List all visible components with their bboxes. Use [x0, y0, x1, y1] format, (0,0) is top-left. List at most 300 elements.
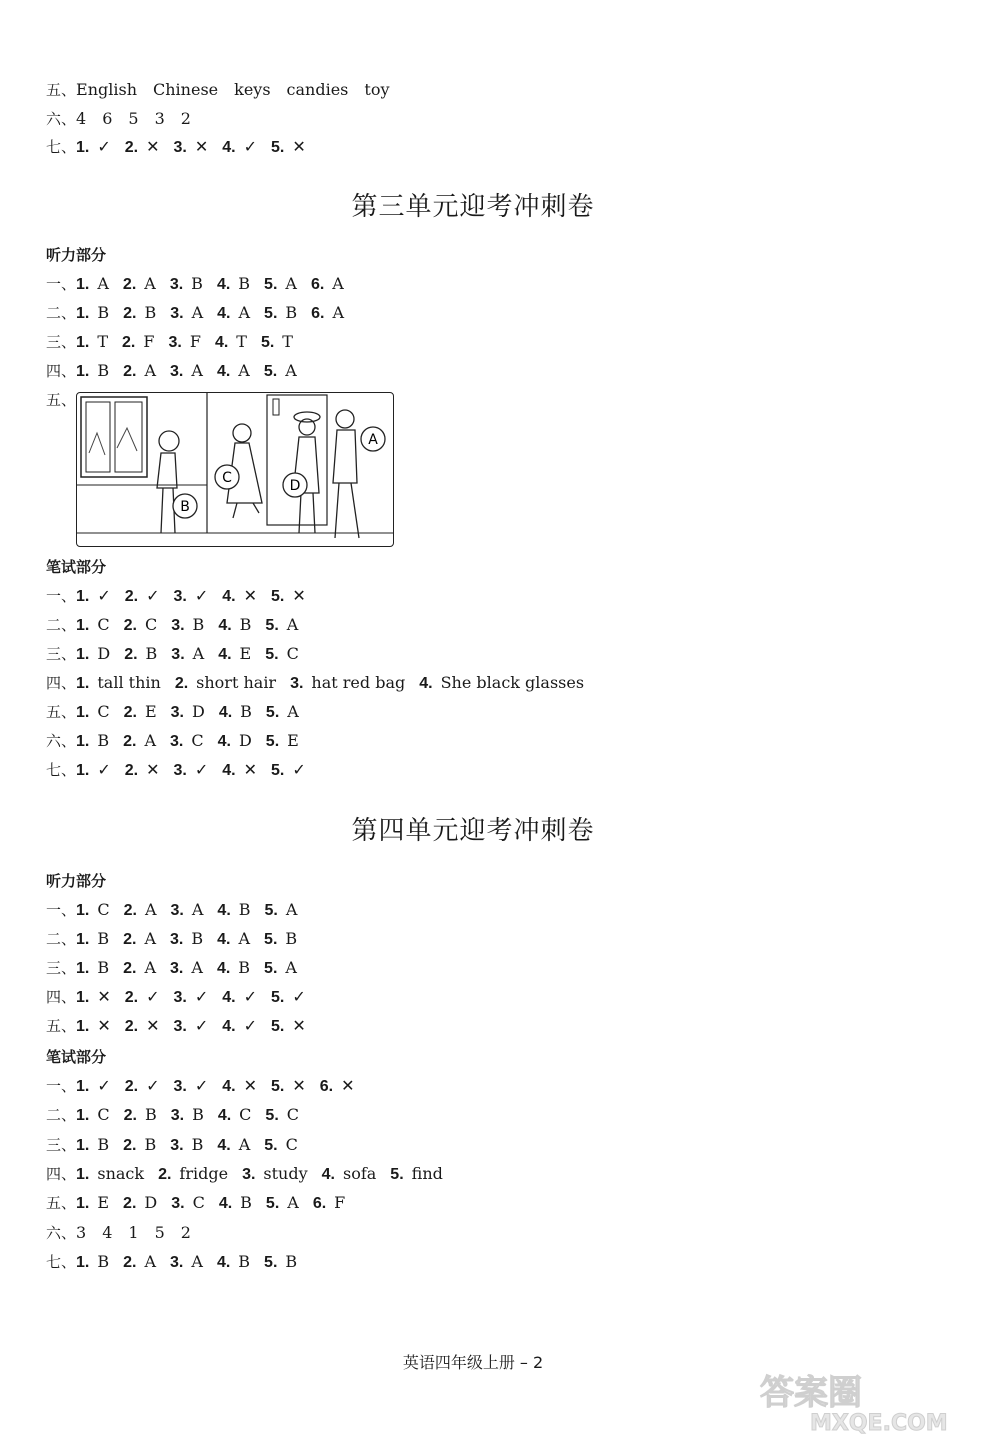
item-number: 3. [173, 139, 187, 156]
answer-line [46, 1189, 359, 1217]
item-answer: sofa [342, 1163, 377, 1183]
answer-item [222, 582, 257, 611]
item-number: 1. [76, 902, 90, 919]
item-answer: B [239, 615, 252, 634]
item-answer: ✕ [194, 137, 209, 156]
item-number: 5. [265, 1107, 279, 1125]
question-number: 一、 [46, 587, 77, 605]
watermark-text2: MXQE.COM [810, 1411, 948, 1436]
item-number: 4. [214, 334, 229, 351]
answer-item [123, 1189, 157, 1218]
answer-item [76, 669, 161, 698]
item-answer: ✓ [194, 586, 209, 605]
answer-item [311, 270, 344, 299]
item-number: 3. [173, 1018, 187, 1035]
unit4-title: 第四单元迎考冲刺卷 [351, 816, 595, 846]
item-answer: A [285, 958, 297, 977]
unit4-writing-label: 笔试部分 [46, 1048, 107, 1066]
item-number: 5. [271, 139, 285, 156]
answer-item [171, 1101, 204, 1130]
item-answer: B [97, 958, 110, 977]
answer-item [170, 270, 203, 299]
item-answer: A [97, 274, 109, 293]
item-answer: B [240, 1193, 252, 1213]
unit3-writing-label: 笔试部分 [46, 558, 107, 576]
answer-item [76, 1131, 109, 1160]
item-number: 5. [265, 1195, 280, 1213]
answer-item [217, 896, 250, 925]
item-answer: B [285, 303, 298, 322]
item-number: 1. [76, 989, 90, 1006]
answer-item [218, 640, 251, 669]
item-answer: A [144, 274, 156, 293]
answer-item [76, 640, 110, 669]
item-answer: E [239, 644, 252, 663]
answer-word: 5 [154, 1222, 165, 1242]
unit3-listening-label: 听力部分 [46, 246, 107, 264]
question-number: 七、 [46, 761, 77, 779]
question-number: 七、 [46, 1252, 77, 1271]
answer-item [76, 1101, 110, 1130]
item-number: 1. [76, 588, 90, 605]
answer-word: 6 [102, 108, 113, 128]
answer-item [170, 954, 203, 983]
item-number: 5. [264, 1253, 278, 1271]
question-number: 五、 [46, 703, 77, 721]
item-number: 2. [123, 305, 137, 322]
item-number: 5. [264, 1136, 278, 1154]
item-answer: C [97, 900, 110, 919]
item-number: 5. [390, 1165, 404, 1183]
answer-word: keys [234, 80, 271, 99]
item-answer: C [239, 1105, 252, 1125]
answer-item [219, 698, 252, 727]
item-number: 3. [173, 588, 187, 605]
item-number: 2. [124, 588, 139, 605]
answer-line [46, 105, 207, 133]
item-answer: She black glasses [440, 673, 585, 692]
answer-line [46, 1219, 207, 1247]
item-answer: D [144, 1193, 158, 1213]
answer-item [271, 582, 306, 611]
item-answer: ✓ [194, 1076, 209, 1095]
item-answer: study [263, 1163, 308, 1183]
item-answer: find [411, 1163, 443, 1183]
answer-item [222, 756, 257, 785]
answer-line [46, 925, 311, 953]
item-number: 6. [312, 1195, 327, 1213]
item-number: 5. [264, 902, 278, 919]
answer-item [76, 1160, 144, 1189]
item-number: 5. [271, 1018, 285, 1035]
item-number: 5. [271, 989, 285, 1006]
answer-line [46, 357, 311, 385]
answer-item [76, 133, 111, 162]
item-number: 4. [217, 902, 231, 919]
item-answer: C [97, 702, 110, 721]
item-number: 1. [76, 363, 90, 380]
illustration-svg [77, 393, 393, 546]
answer-line [46, 727, 313, 755]
item-answer: D [238, 731, 252, 750]
item-number: 1. [76, 704, 90, 721]
answer-item [266, 727, 299, 756]
item-answer: B [238, 274, 251, 293]
item-number: 4. [222, 1018, 236, 1035]
item-answer: A [286, 615, 299, 634]
item-number: 3. [290, 675, 304, 692]
item-number: 4. [217, 733, 231, 750]
answer-item [264, 1131, 298, 1160]
item-answer: A [191, 1251, 203, 1271]
item-number: 2. [124, 139, 139, 156]
answer-item [76, 896, 110, 925]
item-answer: hat red bag [311, 673, 406, 692]
answer-item [320, 1072, 355, 1101]
item-number: 1. [76, 675, 90, 692]
item-number: 2. [123, 1195, 137, 1213]
item-number: 2. [123, 960, 137, 977]
item-answer: A [332, 303, 345, 322]
item-number: 4. [222, 989, 236, 1006]
question-number: 二、 [46, 1106, 77, 1125]
answer-item [125, 582, 160, 611]
answer-item [124, 611, 158, 640]
item-number: 5. [265, 646, 279, 663]
answer-word: 2 [180, 1222, 191, 1242]
item-answer: A [191, 303, 204, 322]
answer-item [265, 896, 298, 925]
question-number: 六、 [46, 1223, 77, 1242]
item-answer: B [285, 1251, 298, 1271]
answer-line [46, 756, 320, 784]
item-answer: B [191, 274, 203, 293]
answer-item [170, 299, 203, 328]
item-answer: short hair [196, 673, 277, 692]
answer-item [264, 925, 297, 954]
item-answer: A [191, 900, 204, 919]
answer-item [168, 328, 200, 357]
item-number: 4. [218, 646, 232, 663]
answer-line [46, 328, 307, 356]
answer-item [218, 727, 252, 756]
answer-line [46, 640, 313, 668]
answer-word: Chinese [153, 80, 219, 99]
item-answer: D [191, 702, 205, 721]
item-number: 2. [124, 989, 139, 1006]
item-answer: A [144, 929, 157, 948]
item-number: 3. [171, 646, 185, 663]
answer-item [265, 640, 299, 669]
item-number: 1. [76, 139, 90, 156]
item-number: 4. [321, 1165, 335, 1183]
answer-item [215, 328, 247, 357]
item-answer: ✓ [146, 586, 160, 605]
item-answer: B [285, 929, 298, 948]
answer-item [76, 1248, 109, 1277]
answer-item [123, 1248, 156, 1277]
item-answer: C [192, 1193, 205, 1213]
item-answer: C [286, 1105, 300, 1125]
item-answer: B [192, 615, 205, 634]
answer-item [76, 925, 109, 954]
item-answer: fridge [179, 1163, 229, 1183]
answer-item [76, 1189, 109, 1218]
item-number: 1. [76, 305, 90, 322]
item-number: 1. [76, 1018, 90, 1035]
answer-item [419, 669, 584, 698]
answer-word: toy [364, 80, 390, 99]
item-answer: B [144, 1134, 157, 1154]
item-number: 4. [216, 276, 231, 293]
item-answer: T [236, 332, 247, 351]
answer-item [217, 299, 250, 328]
item-number: 6. [311, 305, 325, 322]
answer-item [171, 611, 204, 640]
item-answer: ✕ [146, 760, 160, 779]
item-answer: ✕ [97, 987, 111, 1006]
answer-item [265, 611, 298, 640]
answer-item [125, 133, 160, 162]
answer-item [171, 1189, 205, 1218]
unit3-picture-label: 五、 [46, 391, 77, 409]
question-number: 六、 [46, 109, 77, 128]
item-answer: B [97, 929, 110, 948]
answer-item [76, 582, 111, 611]
item-answer: A [191, 958, 203, 977]
answer-item [123, 357, 156, 386]
item-answer: B [144, 303, 157, 322]
item-answer: E [97, 1193, 110, 1213]
item-number: 2. [123, 902, 137, 919]
item-answer: A [285, 274, 297, 293]
item-number: 2. [124, 646, 138, 663]
item-answer: ✕ [292, 137, 306, 156]
item-number: 4. [419, 675, 433, 692]
item-number: 4. [218, 704, 233, 721]
answer-item [76, 983, 111, 1012]
answer-line [46, 582, 320, 610]
question-number: 六、 [46, 732, 77, 750]
item-number: 2. [158, 1165, 172, 1183]
item-answer: tall thin [97, 673, 161, 692]
item-answer: A [285, 900, 298, 919]
answer-item [174, 582, 209, 611]
item-number: 4. [216, 1253, 231, 1271]
question-number: 四、 [46, 362, 77, 380]
answer-item [271, 1072, 306, 1101]
answer-item [271, 1012, 306, 1041]
item-answer: ✓ [97, 586, 111, 605]
item-number: 3. [170, 305, 184, 322]
item-answer: A [191, 361, 203, 380]
item-number: 3. [170, 1136, 184, 1154]
item-answer: ✕ [243, 760, 258, 779]
answer-word: 1 [128, 1222, 139, 1242]
answer-item [290, 669, 405, 698]
answer-line [46, 1072, 369, 1100]
item-number: 2. [123, 733, 137, 750]
item-number: 4. [217, 931, 231, 948]
item-answer: B [238, 1251, 251, 1271]
item-answer: T [282, 332, 293, 351]
item-answer: ✓ [146, 987, 160, 1006]
item-number: 4. [217, 305, 231, 322]
item-number: 3. [173, 1078, 187, 1095]
item-answer: ✓ [194, 987, 209, 1006]
answer-item [175, 669, 276, 698]
unit4-listening-label: 听力部分 [46, 872, 107, 890]
answer-item [76, 299, 109, 328]
question-number: 一、 [46, 1077, 77, 1095]
answer-line [46, 896, 311, 924]
item-number: 2. [123, 1107, 137, 1125]
answer-item [123, 925, 156, 954]
item-number: 3. [171, 1195, 185, 1213]
question-number: 二、 [46, 930, 77, 948]
item-answer: B [97, 361, 110, 380]
item-answer: ✓ [243, 1016, 258, 1035]
answer-line [46, 76, 406, 104]
item-number: 5. [271, 762, 285, 779]
answer-item [125, 1072, 160, 1101]
item-number: 3. [171, 617, 185, 634]
item-answer: A [144, 731, 157, 750]
answer-item [170, 925, 203, 954]
answer-item [76, 357, 109, 386]
item-number: 5. [264, 931, 278, 948]
item-answer: A [238, 361, 250, 380]
item-answer: F [334, 1193, 346, 1213]
answer-item [174, 1012, 209, 1041]
item-answer: A [144, 361, 157, 380]
item-number: 1. [76, 276, 90, 293]
item-number: 5. [260, 334, 275, 351]
item-answer: T [97, 332, 109, 351]
item-number: 4. [222, 139, 236, 156]
item-number: 5. [264, 960, 278, 977]
item-answer: A [144, 900, 157, 919]
item-number: 3. [170, 960, 184, 977]
item-answer: ✓ [97, 760, 111, 779]
answer-item [311, 299, 344, 328]
answer-line [46, 698, 313, 726]
item-answer: ✓ [292, 987, 306, 1006]
answer-line [46, 1160, 457, 1188]
answer-item [264, 270, 297, 299]
item-number: 4. [222, 588, 236, 605]
item-number: 3. [173, 762, 187, 779]
item-number: 2. [123, 363, 137, 380]
unit3-picture-line [46, 386, 76, 414]
item-number: 1. [76, 762, 90, 779]
answer-item [222, 983, 257, 1012]
item-number: 2. [124, 1018, 139, 1035]
item-answer: C [286, 644, 299, 663]
answer-item [271, 983, 306, 1012]
item-number: 1. [76, 931, 90, 948]
answer-item [264, 299, 297, 328]
answer-item [217, 1131, 250, 1160]
item-answer: A [285, 361, 297, 380]
item-number: 5. [271, 1078, 285, 1095]
question-number: 四、 [46, 988, 77, 1006]
item-answer: B [97, 1251, 110, 1271]
item-number: 5. [264, 276, 278, 293]
answer-item [76, 328, 108, 357]
answer-item [125, 983, 160, 1012]
item-answer: C [97, 615, 110, 634]
item-answer: B [191, 929, 204, 948]
question-number: 二、 [46, 304, 77, 322]
answer-item [266, 1189, 299, 1218]
item-number: 2. [123, 617, 137, 634]
answer-line [46, 1248, 311, 1276]
answer-item [170, 1131, 203, 1160]
item-answer: snack [97, 1163, 145, 1183]
answer-word: 2 [180, 108, 191, 128]
question-number: 四、 [46, 1164, 77, 1183]
item-number: 2. [124, 762, 139, 779]
item-number: 1. [76, 1078, 90, 1095]
item-answer: B [238, 900, 251, 919]
answer-item [123, 299, 156, 328]
item-answer: ✓ [194, 1016, 209, 1035]
item-number: 2. [124, 1078, 139, 1095]
item-number: 5. [264, 305, 278, 322]
question-number: 五、 [46, 1194, 77, 1213]
unit3-title: 第三单元迎考冲刺卷 [351, 192, 595, 222]
item-number: 6. [319, 1078, 334, 1095]
item-number: 6. [310, 276, 325, 293]
item-number: 1. [76, 646, 90, 663]
answer-item [123, 727, 156, 756]
answer-item [264, 1248, 297, 1277]
item-answer: B [191, 1134, 204, 1154]
watermark-text1: 答案圈 [760, 1373, 862, 1413]
item-number: 3. [170, 902, 184, 919]
item-answer: ✓ [97, 137, 111, 156]
item-answer: B [144, 1105, 157, 1125]
item-answer: ✕ [243, 1076, 258, 1095]
question-number: 五、 [46, 1017, 77, 1035]
question-number: 三、 [46, 1135, 77, 1154]
answer-word: 3 [76, 1222, 87, 1242]
question-number: 五、 [46, 81, 77, 99]
item-number: 2. [123, 1136, 137, 1154]
question-number: 三、 [46, 333, 77, 351]
item-answer: ✕ [97, 1016, 111, 1035]
answer-item [174, 1072, 209, 1101]
answer-item [322, 1160, 377, 1189]
answer-item [218, 1101, 252, 1130]
item-answer: ✕ [146, 137, 160, 156]
answer-item [125, 1012, 160, 1041]
answer-item [170, 1248, 203, 1277]
answer-item [222, 133, 257, 162]
answer-item [264, 357, 297, 386]
item-number: 1. [76, 1165, 90, 1183]
answer-line [46, 1012, 320, 1040]
item-number: 3. [242, 1165, 256, 1183]
watermark-logo [700, 1370, 980, 1440]
answer-item [170, 357, 203, 386]
answer-item [170, 727, 204, 756]
item-answer: B [240, 702, 252, 721]
answer-item [174, 983, 209, 1012]
item-answer: ✓ [243, 987, 258, 1006]
item-answer: A [238, 1134, 251, 1154]
